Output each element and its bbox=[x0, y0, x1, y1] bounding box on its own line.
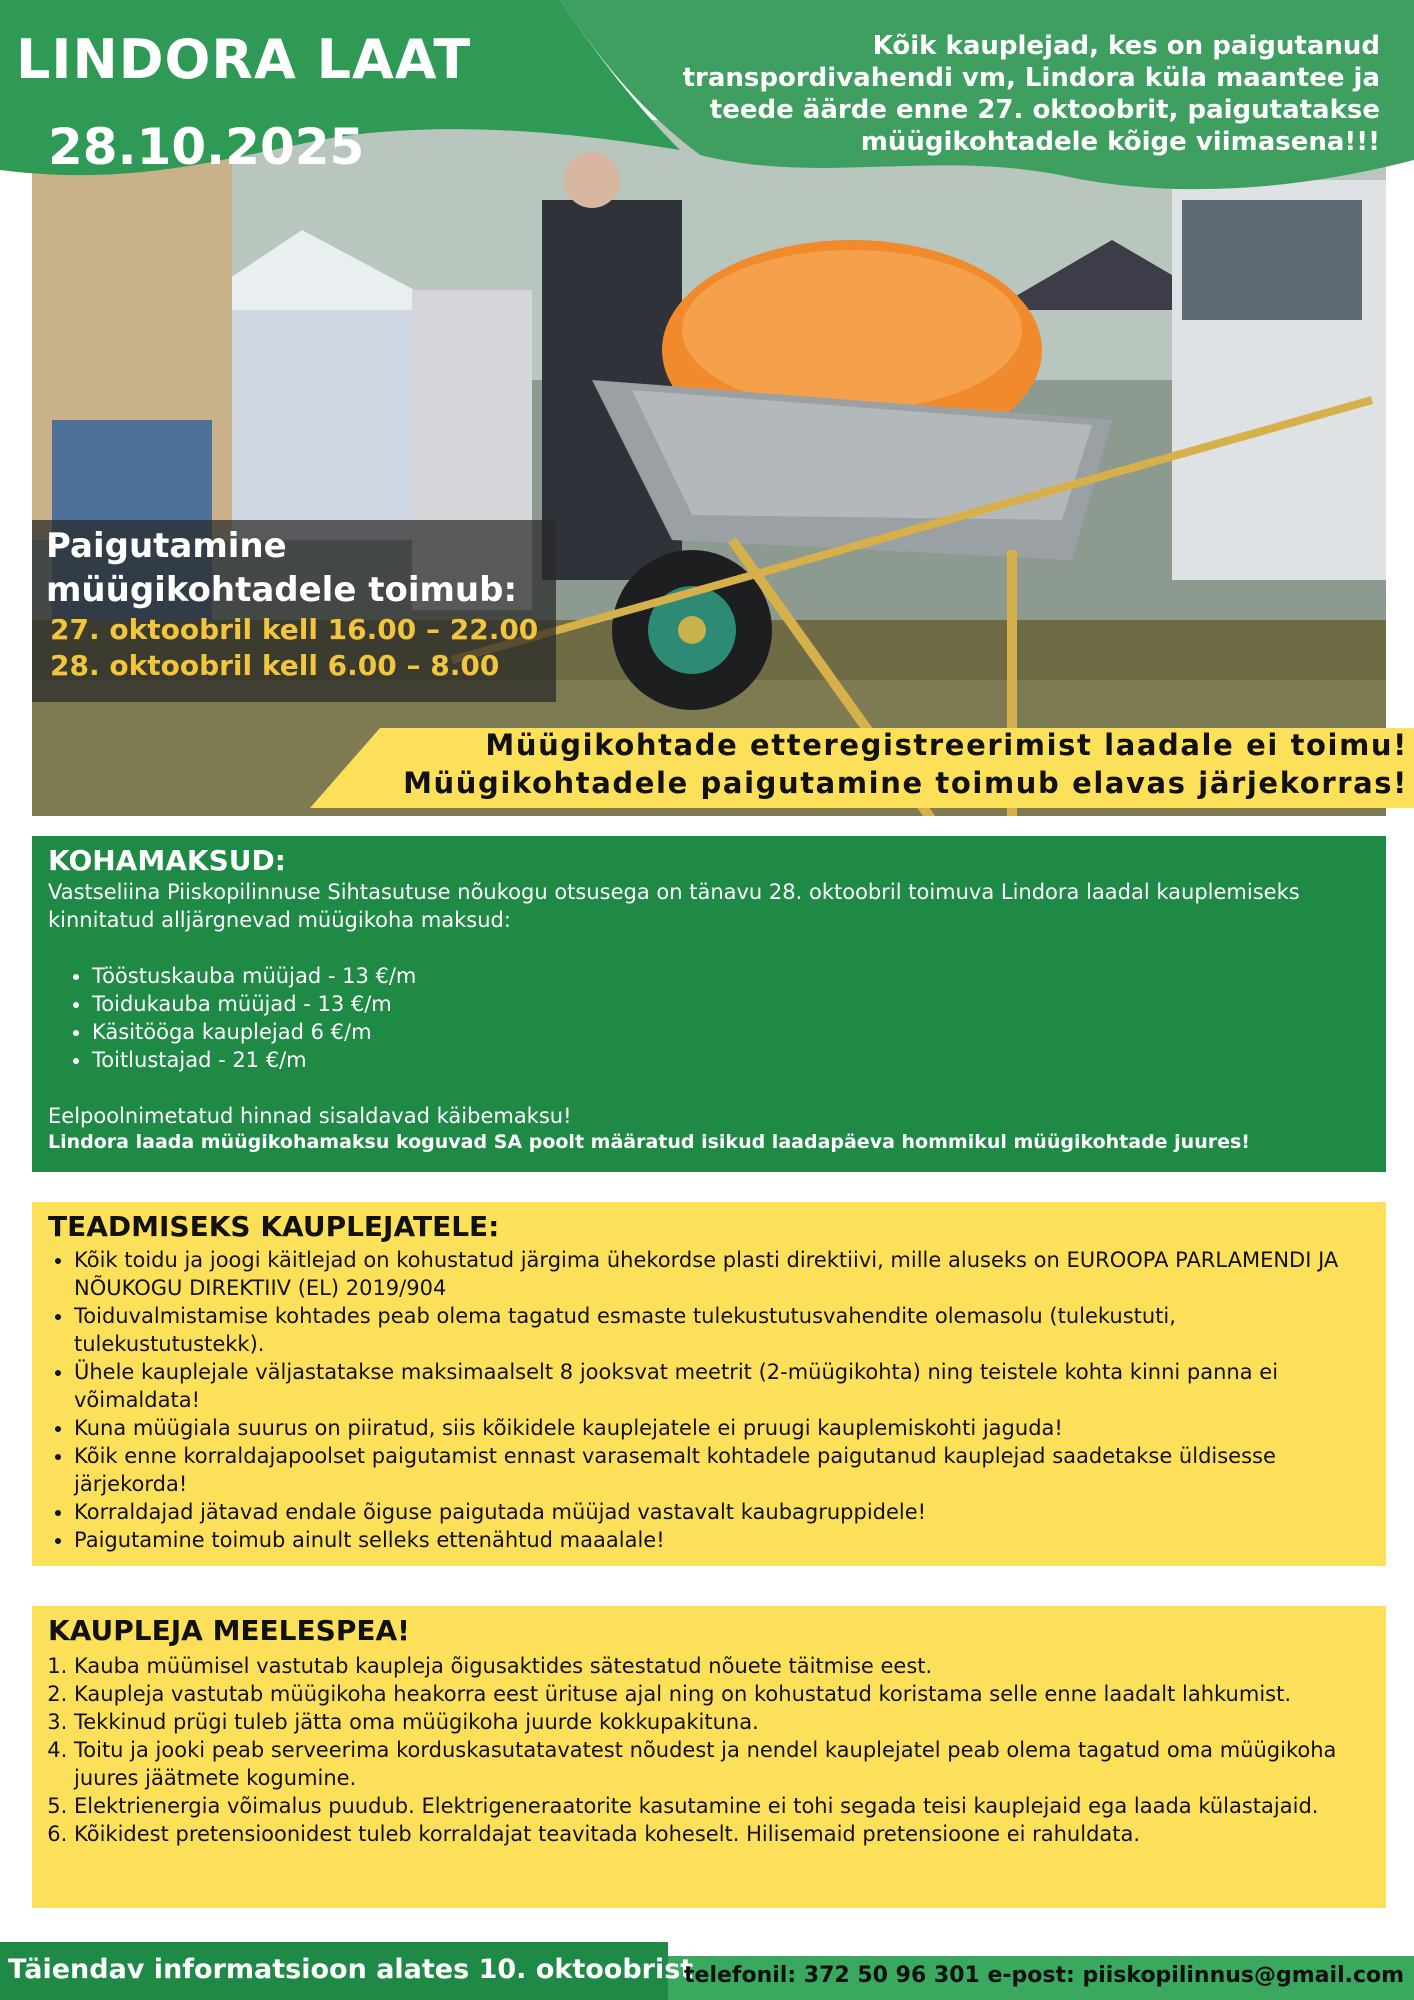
fees-collect-note: Lindora laada müügikohamaksu koguvad SA poolt määratud isikud laadapäeva hommikul müügikohtade juures! bbox=[48, 1131, 1250, 1153]
fees-intro: Vastseliina Piiskopilinnuse Sihtasutuse nõukogu otsusega on tänavu 28. oktoobril toimuva Lindora laadal kauplemiseks kinnitatud alljärgnevad müügikoha maksud: bbox=[48, 880, 1300, 932]
announcement-text bbox=[308, 726, 1408, 802]
fees-vat-note: Eelpoolnimetatud hinnad sisaldavad käibemaksu! bbox=[48, 1104, 572, 1128]
announcement-line-2: Müügikohtadele paigutamine toimub elavas järjekorras! bbox=[403, 766, 1408, 800]
event-date: 28.10.2025 bbox=[48, 118, 365, 176]
footer-contact-text: telefonil: 372 50 96 301 e-post: piiskopilinnus@gmail.com bbox=[684, 1963, 1405, 1988]
info-item: • Korraldajad jätavad endale õiguse paigutada müüjad vastavalt kaubagruppidele! bbox=[74, 1498, 1370, 1526]
memo-item: 3. Tekkinud prügi tuleb jätta oma müügikoha juurde kokkupakituna. bbox=[74, 1708, 1370, 1736]
fee-item: • Toidukauba müüjad - 13 €/m bbox=[92, 990, 1370, 1018]
memo-item: 1. Kauba müümisel vastutab kaupleja õigusaktides sätestatud nõuete täitmise eest. bbox=[74, 1652, 1370, 1680]
info-item: • Kõik enne korraldajapoolset paigutamist ennast varasemalt kohtadele paigutanud kauplejad saadetakse üldisesse järjekorda! bbox=[74, 1442, 1370, 1498]
info-item: • Toiduvalmistamise kohtades peab olema tagatud esmaste tulekustutusvahendite olemasolu (tulekustuti, tulekustutustekk). bbox=[74, 1302, 1370, 1358]
placement-time-2: 28. oktoobril kell 6.00 – 8.00 bbox=[50, 649, 500, 682]
fee-item: • Käsitööga kauplejad 6 €/m bbox=[92, 1018, 1370, 1046]
memo-list bbox=[74, 1652, 1370, 1848]
memo-title: KAUPLEJA MEELESPEA! bbox=[48, 1614, 410, 1647]
memo-item: 4. Toitu ja jooki peab serveerima korduskasutatavatest nõudest ja nendel kauplejatel peab olema tagatud oma müügikoha juures jäätmete kogumine. bbox=[74, 1736, 1370, 1792]
fee-item: • Toitlustajad - 21 €/m bbox=[92, 1046, 1370, 1074]
info-list bbox=[74, 1246, 1370, 1554]
placement-title-line2: müügikohtadele toimub: bbox=[46, 570, 518, 610]
placement-time-1: 27. oktoobril kell 16.00 – 22.00 bbox=[50, 613, 539, 646]
fees-title: KOHAMAKSUD: bbox=[48, 844, 286, 877]
trader-memo-section bbox=[32, 1606, 1386, 1908]
announcement-line-1: Müügikohtade etteregistreerimist laadale ei toimu! bbox=[485, 728, 1408, 762]
fee-item: • Tööstuskauba müüjad - 13 €/m bbox=[92, 962, 1370, 990]
event-title: LINDORA LAAT bbox=[16, 28, 472, 91]
fees-list bbox=[92, 962, 1370, 1074]
info-item: • Kuna müügiala suurus on piiratud, siis kõikidele kauplejatele ei pruugi kauplemiskohti jaguda! bbox=[74, 1414, 1370, 1442]
traders-info-section bbox=[32, 1202, 1386, 1566]
info-item: • Kõik toidu ja joogi käitlejad on kohustatud järgima ühekordse plasti direktiivi, mille aluseks on EUROOPA PARLAMENDI JA NÕUKOGU DIREKTIIV (EL) 2019/904 bbox=[74, 1246, 1370, 1302]
info-item: • Ühele kauplejale väljastatakse maksimaalselt 8 jooksvat meetrit (2-müügikohta) ning teistele kohta kinni panna ei võimaldata! bbox=[74, 1358, 1370, 1414]
info-item: • Paigutamine toimub ainult selleks ettenähtud maaalale! bbox=[74, 1526, 1370, 1554]
memo-item: 2. Kaupleja vastutab müügikoha heakorra eest ürituse ajal ning on kohustatud koristama selle enne laadalt lahkumist. bbox=[74, 1680, 1370, 1708]
memo-item: 5. Elektrienergia võimalus puudub. Elektrigeneraatorite kasutamine ei tohi segada teisi kauplejaid ega laada külastajaid. bbox=[74, 1792, 1370, 1820]
info-title: TEADMISEKS KAUPLEJATELE: bbox=[48, 1210, 500, 1243]
placement-info-box bbox=[32, 520, 556, 702]
placement-title-line1: Paigutamine bbox=[46, 526, 287, 566]
header-notice: Kõik kauplejad, kes on paigutanud transpordivahendi vm, Lindora küla maantee ja teede äärde enne 27. oktoobrit, paigutatakse müügikohtadele kõige viimasena!!! bbox=[682, 31, 1380, 157]
fees-section bbox=[32, 836, 1386, 1172]
footer-info-text: Täiendav informatsioon alates 10. oktoobrist bbox=[8, 1954, 694, 1985]
memo-item: 6. Kõikidest pretensioonidest tuleb korraldajat teavitada koheselt. Hilisemaid pretensioone ei rahuldata. bbox=[74, 1820, 1370, 1848]
